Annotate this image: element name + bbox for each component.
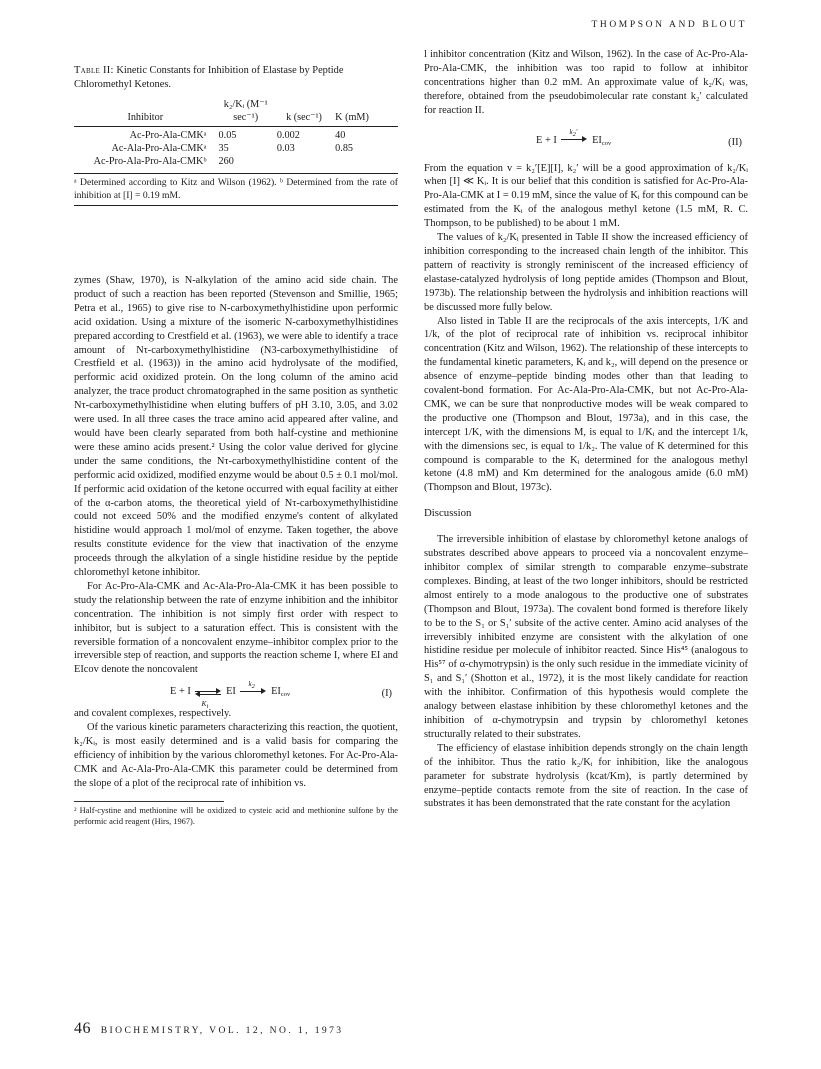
page-folio <box>74 1020 344 1038</box>
col-k2-ki: k₂/Kᵢ (M⁻¹ sec⁻¹) <box>223 99 268 123</box>
table-row <box>74 127 398 143</box>
right-paragraph-4: Also listed in Table II are the reciprocals of the axis intercepts, 1/K and 1/k, of the plot of reciprocal rate of inhibition vs. reciprocal inhibitor concentration (Kitz and Wilson, 1962). The relationship of these intercepts to the fundamental kinetic parameters, Kᵢ and k₂, will depend on the presence or absence of enzyme–peptide binding modes other than that leading to covalent-bond formation. For Ac-Ala-Pro-Ala-CMK, but not Ac-Pro-Ala-CMK, we can be sure that nonproductive modes will be weak compared to the productive one (Thompson and Blout, 1973a), and in this case, the intercept 1/K, with the dimensions M, is equal to 1/Kᵢ and the intercept 1/k, with the dimensions sec, is equal to 1/k₂. The value of K determined for this compound is comparable to the Kᵢ determined for the analogous methyl ketone (4.8 mM) and Km determined for the analogous amide (6.0 mM) (Thompson and Blout, 1973c). <box>424 315 748 494</box>
cell-k: 0.002 <box>276 130 300 142</box>
table-footnote: ᵃ Determined according to Kitz and Wilson (1962). ᵇ Determined from the rate of inhibition at [I] = 0.19 mM. <box>74 173 398 202</box>
cell-k <box>275 156 333 172</box>
right-paragraph-6: The efficiency of elastase inhibition depends strongly on the chain length of the inhibitor. Thus the ratio k₂/Kᵢ for inhibition, like the analogous parameter for substrate hydrolysis (kcat/Km), is partly determined by enzyme–peptide contacts remote from the site of reaction. In the case of substrates it has been demonstrated that the rate constant for the acylation <box>424 742 748 810</box>
cell-k2-ki: 0.05 <box>218 130 237 142</box>
cell-K <box>333 156 398 172</box>
kinetic-constants-table <box>74 99 398 171</box>
cell-K: 40 <box>335 130 346 142</box>
left-column <box>74 274 398 827</box>
table-caption <box>74 64 398 91</box>
cell-K: 0.85 <box>335 142 353 154</box>
footnote-rule <box>74 801 224 802</box>
journal-citation: BIOCHEMISTRY, VOL. 12, NO. 1, 1973 <box>100 1025 344 1036</box>
page-number: 46 <box>74 1020 91 1037</box>
equation-i-number: (I) <box>381 688 392 700</box>
forward-arrow-icon: $k_2$ <box>240 687 266 697</box>
col-inhibitor: Inhibitor <box>127 111 164 123</box>
table-row <box>74 143 398 156</box>
cell-inhibitor: Ac-Ala-Pro-Ala-CMKᵃ <box>111 142 207 154</box>
reaction-scheme-ii <box>424 118 748 162</box>
equation-ii: E + I $k_2'$ $EI_{cov}$ <box>536 128 612 147</box>
footnote-2: ² Half-cystine and methionine will be oxidized to cysteic acid and methionine sulfone by the performic acid reagent (Hirs, 1967). <box>74 805 398 826</box>
forward-arrow-icon: $k_2'$ <box>561 135 587 145</box>
cell-inhibitor: Ac-Pro-Ala-Pro-Ala-CMKᵇ <box>93 155 207 167</box>
section-heading-discussion: Discussion <box>424 507 472 520</box>
right-paragraph-5: The irreversible inhibition of elastase by chloromethyl ketone analogs of substrates described above appears to proceed via a noncovalent enzyme–inhibitor complex of similar strength to comparable enzyme–substrate complexes. Binding, at least of the two longer inhibitors, should be restricted almost entirely to a mode analogous to the productive one of substrates (Thompson and Blout, 1973a). The covalent bond formed is therefore likely to be to the S₁ or S₁′ subsite of the active center. Amino acid analyses of the irreversibly inhibited enzyme are consistent with the alkylation of one histidine residue per molecule of inhibitor reacted. Since His⁴⁵ (analogous to His⁵⁷ of α-chymotrypsin) is the only such residue in the immediate vicinity of S₁ and S₁′ (Shotton et al., 1972), it is the most likely candidate for reaction with the inhibitor. Confirmation of this hypothesis would complete the analogy between elastase inhibition by these chloromethyl ketones and the inhibition of α-chymotrypsin and trypsin by chloromethyl ketones structurally related to their substrates. <box>424 534 748 740</box>
table-label: Table II: <box>74 65 114 76</box>
cell-k2-ki: 35 <box>218 142 229 154</box>
cell-inhibitor: Ac-Pro-Ala-CMKᵃ <box>129 130 207 142</box>
left-paragraph-2: For Ac-Pro-Ala-CMK and Ac-Ala-Pro-Ala-CMK it has been possible to study the relationship between the rate of enzyme inhibition and the inhibitor concentration. The inhibition is not simply first order with respect to inhibitor, but is subject to a saturation effect. This is consistent with the reversible formation of a noncovalent enzyme–inhibitor complex prior to the irreversible step of reaction, and supports the reaction scheme I, where EI and EIcov denote the noncovalent <box>74 580 398 676</box>
right-paragraph-1: l inhibitor concentration (Kitz and Wilson, 1962). In the case of Ac-Pro-Ala-Pro-Ala-CMK, the inhibition was too rapid to follow at inhibitor concentrations higher than 0.2 mM. An approximate value of k₂/Kᵢ was, therefore, obtained from the pseudobimolecular rate constant k₂′ calculated for reaction II. <box>424 49 748 116</box>
running-head: THOMPSON AND BLOUT <box>591 20 747 30</box>
table-row <box>74 156 398 172</box>
right-paragraph-3: The values of k₂/Kᵢ presented in Table II show the increased efficiency of inhibition corresponding to the increased chain length of the inhibitor. This pattern of reactivity is strongly reminiscent of the increased efficiency of elastase-catalyzed hydrolysis of long peptide amides (Thompson and Blout, 1973b). The relationship between the hydrolysis and inhibition reactions will be discussed more fully below. <box>424 232 748 313</box>
equilibrium-arrow-icon: $K_i$ <box>195 687 221 697</box>
table-bottom-rule <box>74 205 398 206</box>
col-k: k (sec⁻¹) <box>286 111 322 123</box>
right-column <box>424 48 748 811</box>
col-K: K (mM) <box>335 111 369 123</box>
table-ii <box>74 64 398 206</box>
left-paragraph-1: zymes (Shaw, 1970), is N-alkylation of the amino acid side chain. The product of such a reaction has been reported (Stevenson and Smillie, 1965; Petra et al., 1965) to give rise to N-carboxymethylhistidine upon performic acid oxidation. Using a mixture of the isomeric N-carboxymethylhistidines prepared according to Crestfield et al. (1963), we were able to identify a trace amount of Nτ-carboxymethylhistidine (N3-carboxymethylhistidine of Crestfield et al. (1963)) in the amino acid hydrolysate of the modified, performic acid oxidized protein. On the long column of the amino acid analyzer, the trace product chromatographed in the same position as synthetic Nτ-carboxymethylhistidine when eluting buffers of pH 3.10, 3.05, and 3.02 were used. In all three cases the trace amino acid appeared after valine, and would have been clearly separated from both half-cystine and methionine were these amino acids present.² Using the color value derived for glycine under the same conditions, the Nτ-carboxymethylhistidine content of the performic acid oxidized, modified enzyme would be about 0.5 ± 0.1 mol/mol. If performic acid oxidation of the ketone occurred with equal facility at either of the α-carbon atoms, the theoretical yield of Nτ-carboxymethylhistidine could not exceed 50% and the modified enzyme's content of alkylated histidine would approach 1 mol/mol of enzyme. Taken together, the above results constitute evidence for the view that inactivation of the enzyme proceeds through the alkylation of a single histidine residue by the peptide chloromethyl ketone inhibitor. <box>74 275 398 579</box>
left-paragraph-4: Of the various kinetic parameters characterizing this reaction, the quotient, k₂/Kᵢ, is most easily determined and is a valid basis for comparing the efficiency of inhibition by the various chloromethyl ketones. For Ac-Pro-Ala-CMK and Ac-Ala-Pro-Ala-CMK this parameter could be determined from the slope of a plot of the reciprocal rate of inhibition vs. <box>74 722 398 789</box>
left-paragraph-3: and covalent complexes, respectively. <box>74 708 232 720</box>
cell-k2-ki: 260 <box>218 155 234 167</box>
reaction-scheme-i <box>74 677 398 710</box>
cell-k: 0.03 <box>276 142 295 154</box>
right-paragraph-2: From the equation v = k₂′[E][I], k₂′ will be a good approximation of k₂/Kᵢ when [I] ≪ Kᵢ. It is our belief that this condition is satisfied for Ac-Pro-Ala-Pro-Ala-CMK at I = 0.19 mM, since the value of Kᵢ for this compound can be estimated from the Kᵢ of the analogous methyl ketone (1.5 mM, R. C. Thompson, to be published) to be about 1 mM. <box>424 162 748 230</box>
equation-ii-number: (II) <box>728 136 742 148</box>
table-title: Kinetic Constants for Inhibition of Elastase by Peptide Chloromethyl Ketones. <box>74 65 344 90</box>
equation-i: E + I $K_i$ EI $k_2$ $EI_{cov}$ <box>170 679 291 710</box>
